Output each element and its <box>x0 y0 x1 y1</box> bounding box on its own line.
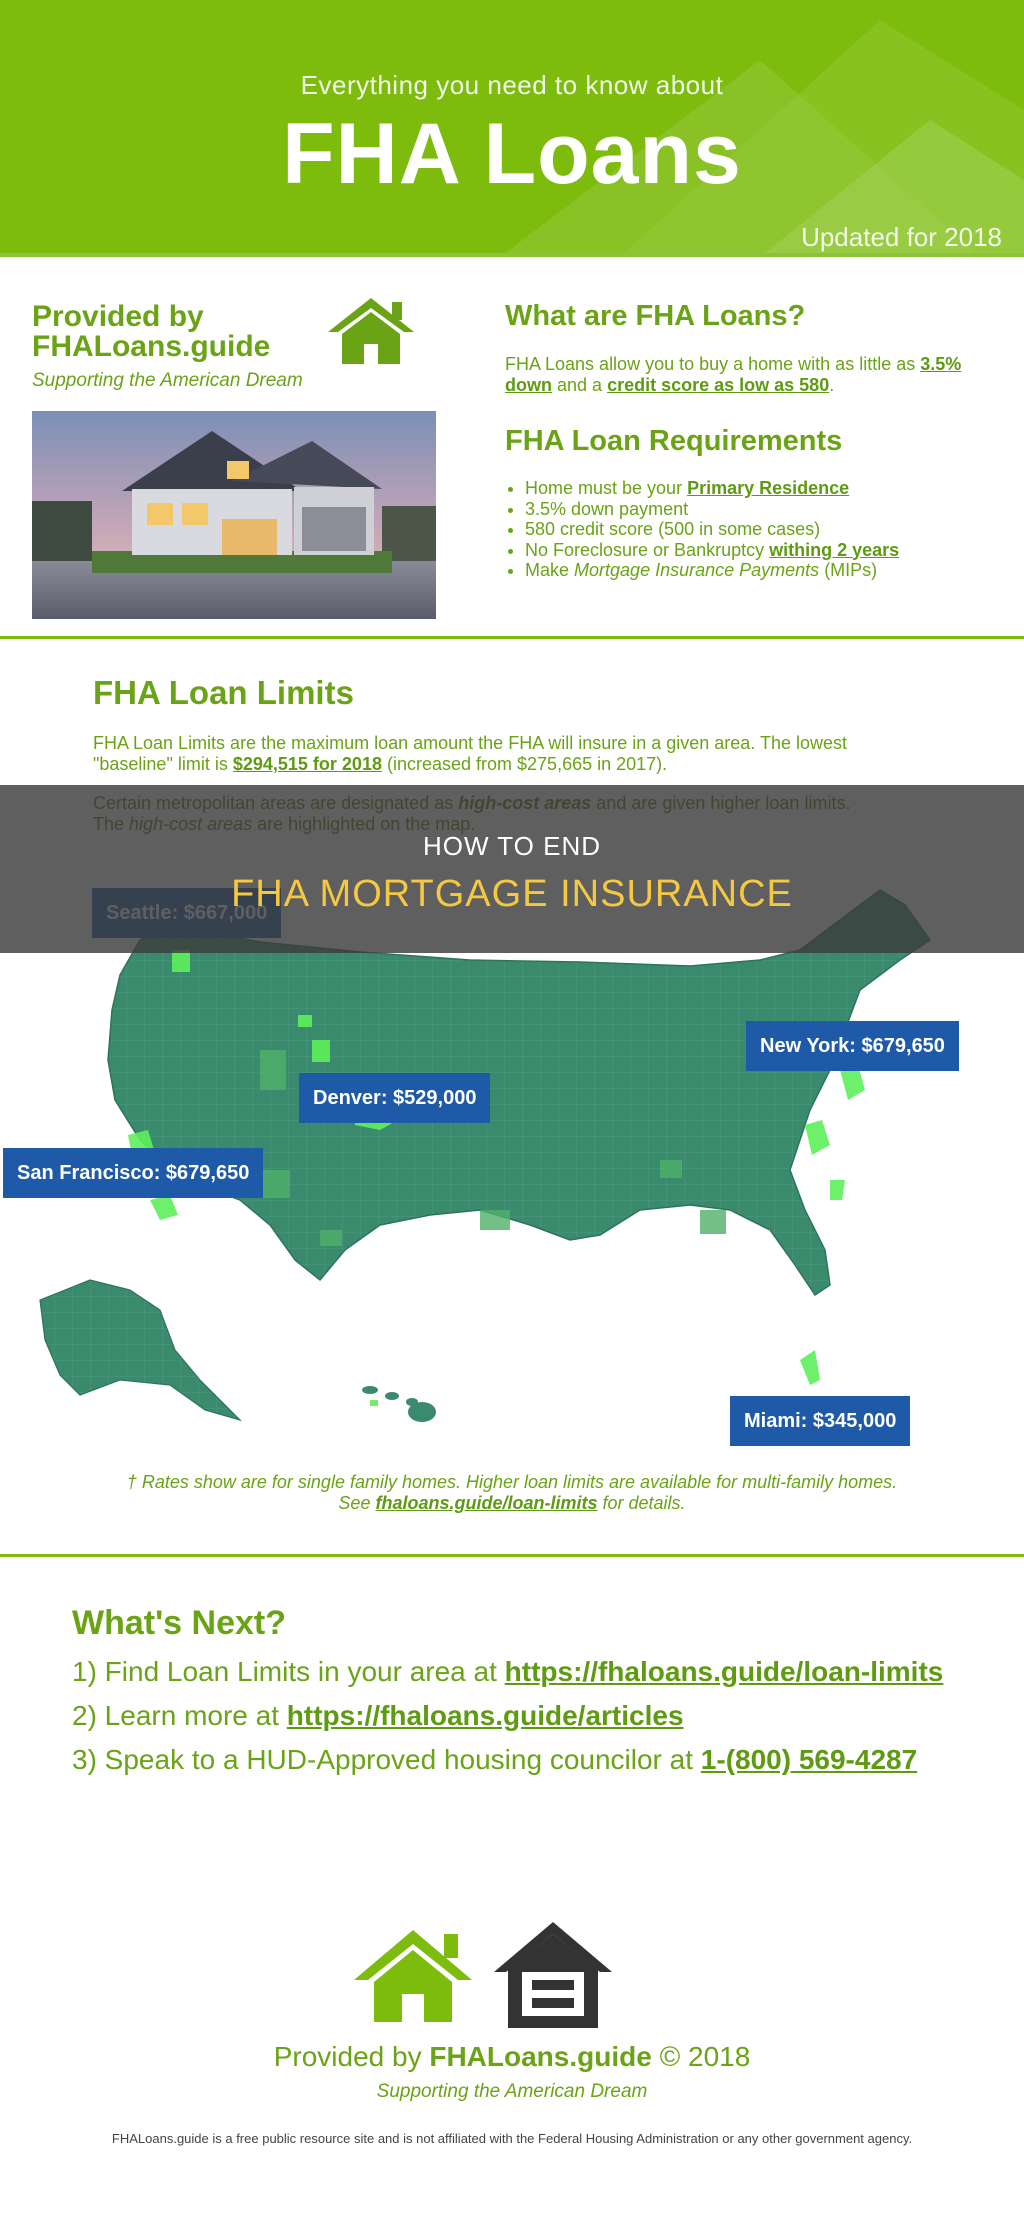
footer-copyright: © 2018 <box>659 2041 751 2072</box>
requirements-list <box>505 478 899 581</box>
req-italic: Mortgage Insurance Payments <box>574 560 820 580</box>
next-step-1 <box>72 1656 943 1688</box>
map-tag-san-francisco: San Francisco: $679,650 <box>3 1148 263 1198</box>
house-icon <box>326 296 416 366</box>
req-text: No Foreclosure or Bankruptcy <box>525 539 765 560</box>
house-icon <box>352 1928 474 2024</box>
footnote-see: See <box>338 1493 371 1513</box>
down-payment-link[interactable]: 3.5% down <box>505 354 962 395</box>
credit-score-link[interactable]: credit score as low as 580 <box>607 375 830 395</box>
list-item <box>525 540 899 561</box>
whats-next-heading: What's Next? <box>72 1604 286 1642</box>
footer-disclaimer: FHALoans.guide is a free public resource site and is not affiliated with the Federal Housing Administration or any other government agency. <box>111 2131 913 2146</box>
brand-tagline: Supporting the American Dream <box>32 370 303 391</box>
limits-heading: FHA Loan Limits <box>93 674 354 711</box>
what-are-text-3: . <box>829 375 835 395</box>
what-are-heading: What are FHA Loans? <box>505 300 806 332</box>
list-item <box>525 478 899 499</box>
next-step-3-text: 3) Speak to a HUD-Approved housing councilor at <box>72 1744 694 1775</box>
footer-brand: FHALoans.guide <box>429 2041 652 2072</box>
brand-name: FHALoans.guide <box>32 330 271 363</box>
requirements-heading: FHA Loan Requirements <box>505 425 843 457</box>
next-step-1-text: 1) Find Loan Limits in your area at <box>72 1656 497 1687</box>
limits-text: FHA Loan Limits are the maximum loan amount the FHA will insure in a given area. The lowest "baseline" limit is <box>93 733 848 774</box>
page-title: FHA Loans <box>282 106 742 202</box>
req-tail: (MIPs) <box>824 560 878 580</box>
loan-limits-link[interactable]: fhaloans.guide/loan-limits <box>375 1493 598 1513</box>
map-footnote-line2 <box>0 1493 1024 1514</box>
section-divider <box>0 636 1024 639</box>
bankruptcy-link[interactable]: withing 2 years <box>769 539 900 560</box>
map-tag-denver: Denver: $529,000 <box>299 1073 490 1123</box>
map-tag-miami: Miami: $345,000 <box>730 1396 910 1446</box>
baseline-limit-link[interactable]: $294,515 for 2018 <box>232 754 382 774</box>
next-step-2 <box>72 1700 684 1732</box>
footer-provided <box>0 2041 1024 2073</box>
alaska-shape <box>40 1280 240 1420</box>
req-text: Make <box>525 560 570 580</box>
list-item: • 3.5% down payment <box>525 499 899 520</box>
map-footnote <box>0 1472 1024 1514</box>
header-rule <box>0 253 1024 257</box>
footnote-tail: for details. <box>602 1493 686 1513</box>
list-item: • 580 credit score (500 in some cases) <box>525 519 899 540</box>
house-photo <box>32 411 436 619</box>
provided-by-label: Provided by <box>32 300 204 333</box>
list-item <box>525 560 899 581</box>
equal-housing-icon <box>492 1920 614 2030</box>
hero-banner <box>0 0 1024 257</box>
header-kicker: Everything you need to know about <box>300 70 724 100</box>
map-footnote-line1: † Rates show are for single family homes. Higher loan limits are available for multi-family homes. <box>126 1472 898 1492</box>
provided-by-heading <box>32 302 270 362</box>
overlay-line-1: HOW TO END <box>422 831 602 861</box>
section-divider <box>0 1554 1024 1557</box>
loan-limits-url-link[interactable]: https://fhaloans.guide/loan-limits <box>504 1656 944 1687</box>
primary-residence-link[interactable]: Primary Residence <box>687 478 850 498</box>
next-step-2-text: 2) Learn more at <box>72 1700 279 1731</box>
what-are-text-1: FHA Loans allow you to buy a home with as little as <box>505 354 916 374</box>
footer-provided-prefix: Provided by <box>273 2041 422 2072</box>
updated-label: Updated for 2018 <box>801 222 1002 252</box>
articles-url-link[interactable]: https://fhaloans.guide/articles <box>286 1700 684 1731</box>
what-are-text-2: and a <box>557 375 603 395</box>
limits-tail: (increased from $275,665 in 2017). <box>386 754 668 774</box>
next-step-3 <box>72 1744 917 1776</box>
overlay-line-2: FHA MORTGAGE INSURANCE <box>231 873 793 915</box>
what-are-text <box>505 354 975 396</box>
req-text: Home must be your <box>525 478 683 498</box>
title-overlay <box>0 785 1024 953</box>
footer-tagline: Supporting the American Dream <box>376 2081 648 2102</box>
map-tag-new-york: New York: $679,650 <box>746 1021 959 1071</box>
phone-number-link[interactable]: 1-(800) 569-4287 <box>700 1744 918 1775</box>
limits-paragraph-1 <box>93 733 913 775</box>
